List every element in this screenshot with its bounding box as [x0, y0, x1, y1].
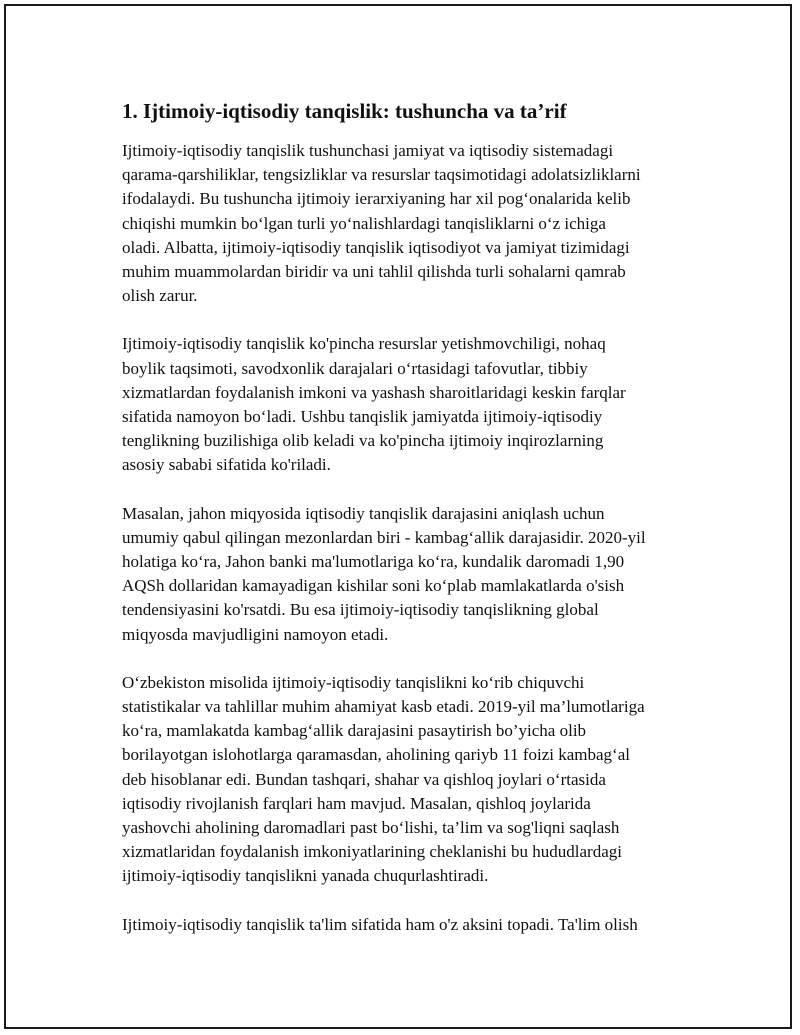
paragraph-2: [122, 332, 702, 477]
section-heading: 1. Ijtimoiy-iqtisodiy tanqislik: tushuncha va ta’rif: [122, 99, 567, 123]
text-line: O‘zbekiston misolida ijtimoiy-iqtisodiy tanqislikni ko‘rib chiquvchi: [122, 672, 585, 692]
text-line: muhim muammolardan biridir va uni tahlil qilishda turli sohalarni qamrab: [122, 262, 626, 282]
text-line: xizmatlaridan foydalanish imkoniyatlarining cheklanishi bu hududlardagi: [122, 842, 622, 862]
text-line: yashovchi aholining daromadlari past bo‘lishi, ta’lim va sog'liqni saqlash: [122, 818, 620, 838]
text-line: qarama-qarshiliklar, tengsizliklar va resurslar taqsimotidagi adolatsizliklarni: [122, 165, 641, 185]
text-line: holatiga ko‘ra, Jahon banki ma'lumotlariga ko‘ra, kundalik daromadi 1,90: [122, 552, 625, 572]
text-line: miqyosda mavjudligini namoyon etadi.: [122, 624, 389, 644]
text-line: deb hisoblanar edi. Bundan tashqari, shahar va qishloq joylari o‘rtasida: [122, 769, 606, 789]
text-line: Ijtimoiy-iqtisodiy tanqislik tushunchasi jamiyat va iqtisodiy sistemadagi: [122, 141, 614, 160]
paragraph-4: [122, 671, 702, 889]
text-line: borilayotgan islohotlarga qaramasdan, aholining qariyb 11 foizi kambag‘al: [122, 745, 630, 765]
text-line: ko‘ra, mamlakatda kambag‘allik darajasini pasaytirish bo’yicha olib: [122, 721, 587, 741]
page-frame: [4, 4, 792, 1029]
text-line: boylik taqsimoti, savodxonlik darajalari o‘rtasidagi tafovutlar, tibbiy: [122, 358, 588, 378]
text-line: Ijtimoiy-iqtisodiy tanqislik ta'lim sifatida ham o'z aksini topadi. Ta'lim olish: [122, 914, 638, 934]
text-line: ijtimoiy-iqtisodiy tanqislikni yanada chuqurlashtiradi.: [122, 866, 489, 886]
text-line: chiqishi mumkin bo‘lgan turli yo‘nalishlardagi tanqisliklarni o‘z ichiga: [122, 213, 606, 233]
text-line: tendensiyasini ko'rsatdi. Bu esa ijtimoiy-iqtisodiy tanqislikning global: [122, 600, 599, 620]
text-line: umumiy qabul qilingan mezonlardan biri - kambag‘allik darajasidir. 2020-yil: [122, 527, 646, 547]
text-line: tenglikning buzilishiga olib keladi va ko'pincha ijtimoiy inqirozlarning: [122, 431, 604, 451]
text-line: asosiy sababi sifatida ko'riladi.: [122, 455, 331, 475]
text-line: sifatida namoyon bo‘ladi. Ushbu tanqislik jamiyatda ijtimoiy-iqtisodiy: [122, 407, 603, 427]
text-line: iqtisodiy rivojlanish farqlari ham mavjud. Masalan, qishloq joylarida: [122, 793, 591, 813]
document-body: [122, 98, 702, 961]
text-line: Masalan, jahon miqyosida iqtisodiy tanqislik darajasini aniqlash uchun: [122, 503, 605, 523]
text-line: Ijtimoiy-iqtisodiy tanqislik ko'pincha resurslar yetishmovchiligi, nohaq: [122, 334, 606, 354]
paragraph-1: [122, 139, 702, 308]
paragraph-5: [122, 913, 702, 937]
text-line: xizmatlardan foydalanish imkoni va yashash sharoitlaridagi keskin farqlar: [122, 382, 626, 402]
text-line: AQSh dollaridan kamayadigan kishilar soni ko‘plab mamlakatlarda o'sish: [122, 576, 625, 596]
text-line: ifodalaydi. Bu tushuncha ijtimoiy ierarxiyaning har xil pog‘onalarida kelib: [122, 189, 631, 209]
text-line: oladi. Albatta, ijtimoiy-iqtisodiy tanqislik iqtisodiyot va jamiyat tizimidagi: [122, 237, 630, 257]
paragraph-3: [122, 502, 702, 647]
text-line: olish zarur.: [122, 286, 198, 306]
text-line: statistikalar va tahlillar muhim ahamiyat kasb etadi. 2019-yil ma’lumotlariga: [122, 697, 645, 717]
